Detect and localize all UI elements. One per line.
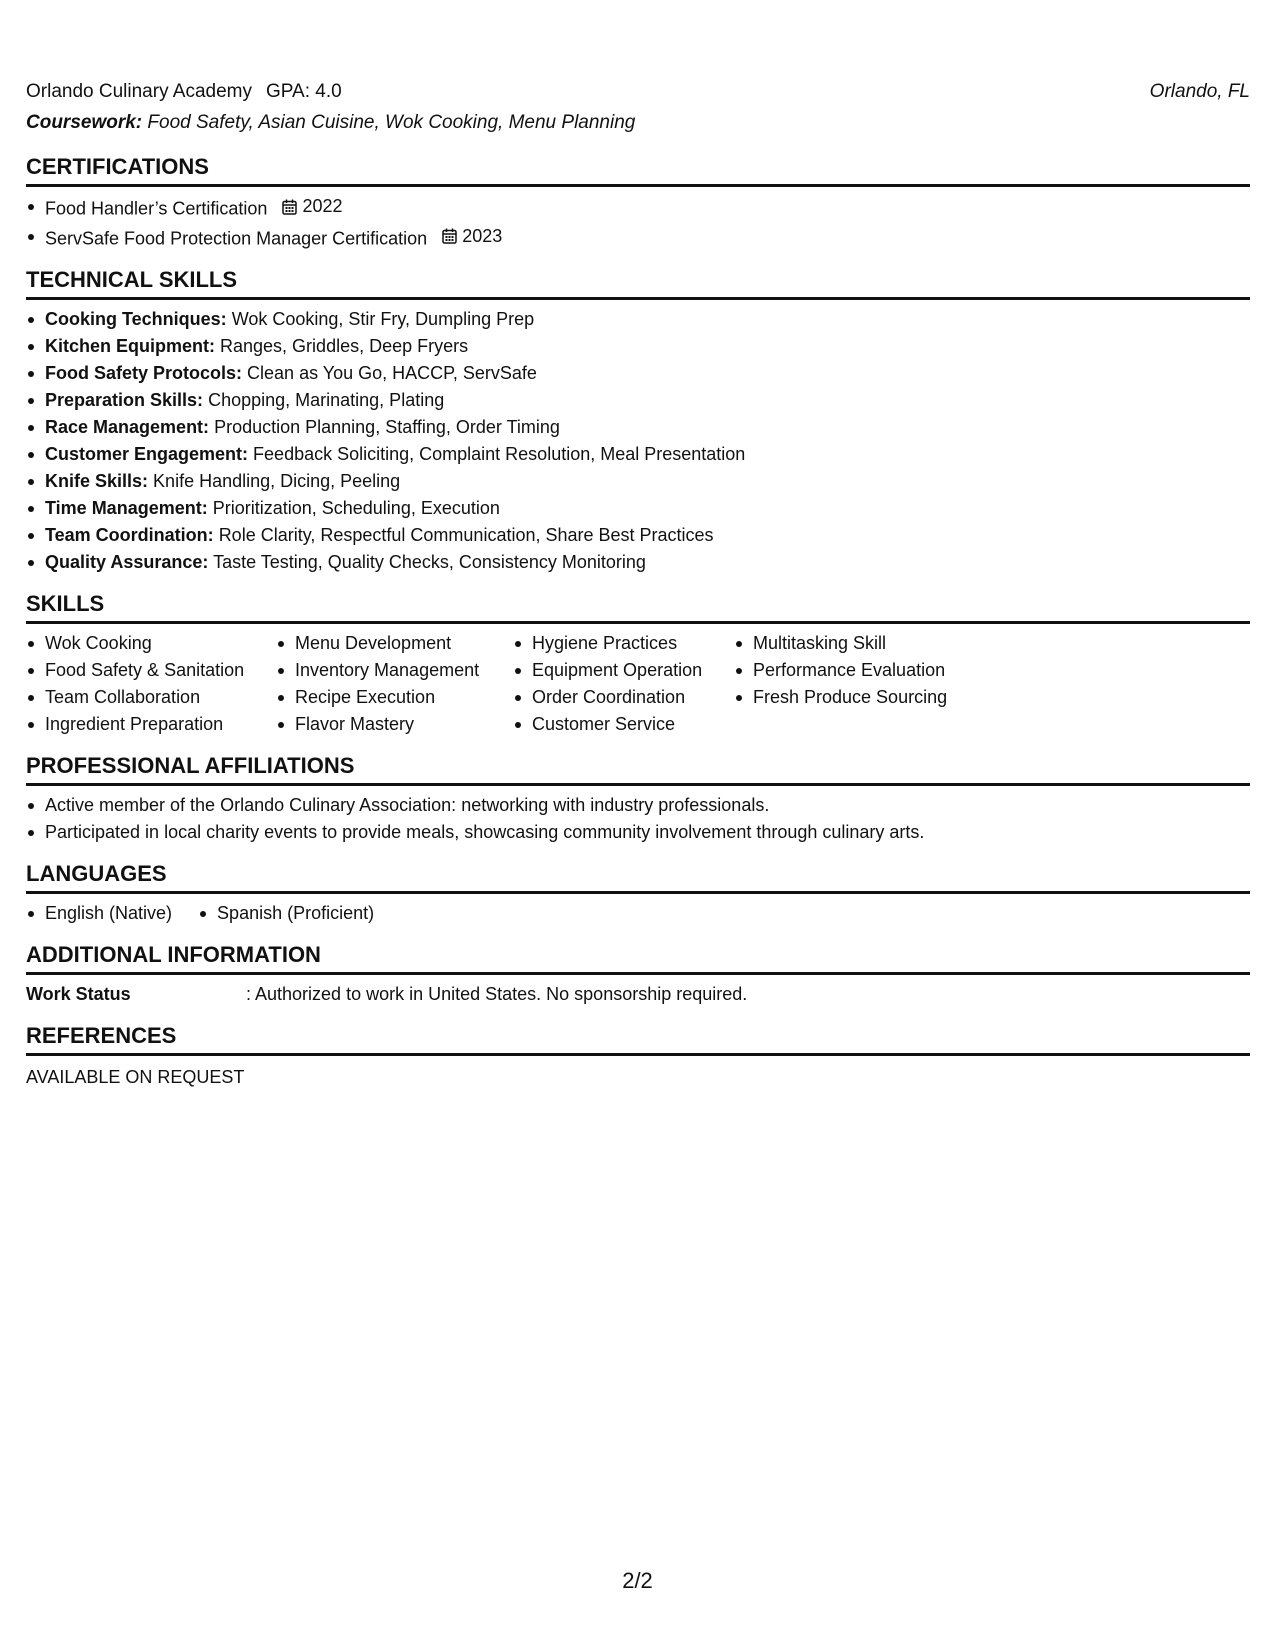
skill-item: Food Safety & Sanitation	[26, 657, 276, 684]
technical-skills-list	[26, 306, 1250, 576]
technical-skill-label: Kitchen Equipment:	[45, 336, 215, 356]
technical-skill-item	[26, 549, 1250, 576]
technical-skill-label: Knife Skills:	[45, 471, 149, 491]
skills-grid	[26, 630, 1250, 738]
certifications-section	[26, 153, 1250, 252]
affiliation-item: Participated in local charity events to provide meals, showcasing community involvement through culinary arts.	[26, 819, 1250, 846]
work-status-value: : Authorized to work in United States. No sponsorship required.	[246, 984, 748, 1004]
technical-skill-item	[26, 387, 1250, 414]
affiliations-section	[26, 752, 1250, 846]
technical-skill-label: Food Safety Protocols:	[45, 363, 243, 383]
languages-section	[26, 860, 1250, 927]
skill-item: Flavor Mastery	[276, 711, 513, 738]
additional-info-section	[26, 941, 1250, 1008]
education-location: Orlando, FL	[1149, 81, 1250, 102]
language-item: Spanish (Proficient)	[198, 900, 374, 927]
certifications-list	[26, 193, 1250, 252]
technical-skill-text: Knife Handling, Dicing, Peeling	[153, 471, 401, 491]
work-status-row	[26, 981, 1250, 1008]
technical-skill-text: Taste Testing, Quality Checks, Consistency Monitoring	[213, 552, 646, 572]
affiliations-list	[26, 792, 1250, 846]
education-school-gpa	[26, 78, 342, 106]
references-section	[26, 1022, 1250, 1091]
technical-skills-section	[26, 266, 1250, 576]
certification-date	[282, 193, 342, 220]
technical-skill-text: Production Planning, Staffing, Order Timing	[214, 417, 560, 437]
calendar-icon	[282, 199, 297, 215]
references-text: AVAILABLE ON REQUEST	[26, 1067, 245, 1087]
technical-skill-label: Preparation Skills:	[45, 390, 204, 410]
skill-item: Multitasking Skill	[734, 630, 994, 657]
technical-skill-text: Wok Cooking, Stir Fry, Dumpling Prep	[231, 309, 535, 329]
skill-item: Ingredient Preparation	[26, 711, 276, 738]
technical-skill-text: Chopping, Marinating, Plating	[208, 390, 445, 410]
skill-item: Recipe Execution	[276, 684, 513, 711]
affiliation-item: Active member of the Orlando Culinary Association: networking with industry professionals.	[26, 792, 1250, 819]
certification-item	[26, 223, 1250, 253]
references-heading: REFERENCES	[26, 1022, 1250, 1056]
technical-skill-item	[26, 441, 1250, 468]
skill-item: Performance Evaluation	[734, 657, 994, 684]
technical-skill-label: Customer Engagement:	[45, 444, 249, 464]
school-name: Orlando Culinary Academy	[26, 81, 252, 102]
skill-item: Wok Cooking	[26, 630, 276, 657]
technical-skill-label: Quality Assurance:	[45, 552, 209, 572]
work-status-label: Work Status	[26, 984, 131, 1004]
certification-name: ServSafe Food Protection Manager Certification	[45, 228, 428, 248]
gpa: GPA: 4.0	[266, 81, 342, 102]
technical-skill-text: Feedback Soliciting, Complaint Resolution, Meal Presentation	[253, 444, 746, 464]
technical-skill-text: Role Clarity, Respectful Communication, Share Best Practices	[218, 525, 714, 545]
skills-section	[26, 590, 1250, 738]
languages-list	[26, 900, 1250, 927]
certifications-heading: CERTIFICATIONS	[26, 153, 1250, 187]
skill-item: Hygiene Practices	[513, 630, 734, 657]
technical-skill-text: Clean as You Go, HACCP, ServSafe	[247, 363, 537, 383]
certification-item	[26, 193, 1250, 223]
technical-skill-label: Team Coordination:	[45, 525, 214, 545]
affiliations-heading: PROFESSIONAL AFFILIATIONS	[26, 752, 1250, 786]
technical-skill-label: Cooking Techniques:	[45, 309, 227, 329]
page-number: 2/2	[622, 1568, 653, 1593]
technical-skills-heading: TECHNICAL SKILLS	[26, 266, 1250, 300]
technical-skill-item	[26, 414, 1250, 441]
technical-skill-item	[26, 306, 1250, 333]
language-item: English (Native)	[26, 900, 172, 927]
additional-info-heading: ADDITIONAL INFORMATION	[26, 941, 1250, 975]
resume-page	[26, 78, 1250, 1091]
education-line	[26, 78, 1250, 106]
certification-year: 2022	[302, 196, 343, 216]
skills-column	[26, 630, 276, 738]
calendar-icon	[442, 228, 457, 244]
skills-heading: SKILLS	[26, 590, 1250, 624]
coursework-line	[26, 109, 1250, 137]
skills-column	[734, 630, 994, 738]
skills-column	[276, 630, 513, 738]
skill-item: Menu Development	[276, 630, 513, 657]
certification-name: Food Handler’s Certification	[45, 198, 268, 219]
skill-item: Inventory Management	[276, 657, 513, 684]
technical-skill-item	[26, 522, 1250, 549]
skill-item: Equipment Operation	[513, 657, 734, 684]
technical-skill-item	[26, 468, 1250, 495]
coursework-text: Food Safety, Asian Cuisine, Wok Cooking, Menu Planning	[147, 112, 636, 133]
technical-skill-text: Prioritization, Scheduling, Execution	[212, 498, 500, 518]
skill-item: Order Coordination	[513, 684, 734, 711]
technical-skill-text: Ranges, Griddles, Deep Fryers	[220, 336, 469, 356]
certification-date	[442, 223, 502, 250]
technical-skill-item	[26, 360, 1250, 387]
skill-item: Customer Service	[513, 711, 734, 738]
languages-heading: LANGUAGES	[26, 860, 1250, 894]
skill-item: Fresh Produce Sourcing	[734, 684, 994, 711]
technical-skill-label: Race Management:	[45, 417, 210, 437]
skills-column	[513, 630, 734, 738]
skill-item: Team Collaboration	[26, 684, 276, 711]
technical-skill-item	[26, 333, 1250, 360]
technical-skill-label: Time Management:	[45, 498, 208, 518]
certification-year: 2023	[462, 225, 503, 246]
technical-skill-item	[26, 495, 1250, 522]
coursework-label: Coursework:	[26, 112, 143, 133]
